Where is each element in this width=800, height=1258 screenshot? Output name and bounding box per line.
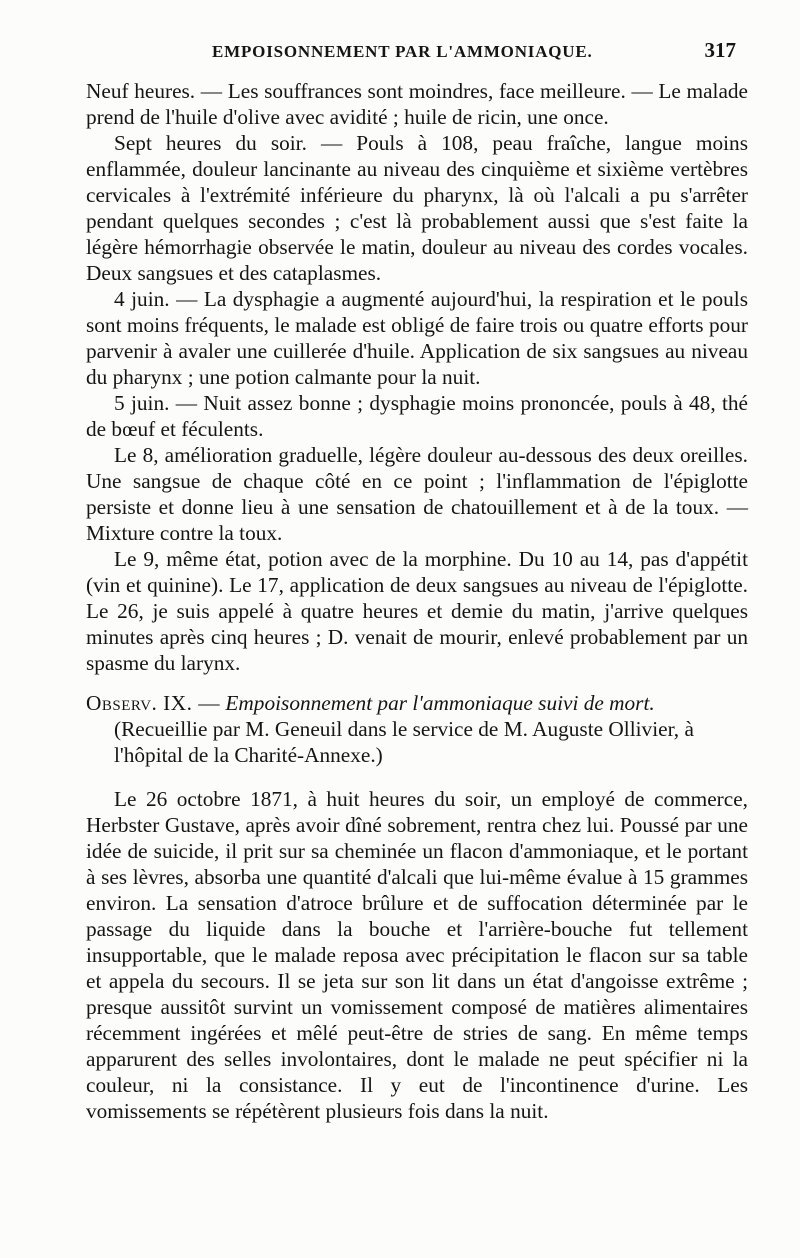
paragraph-5: Le 8, amélioration graduelle, légère douleur au-dessous des deux oreilles. Une sangsue de chaque côté en ce point ; l'inflammation de l'épiglotte persiste et donne lieu à une sensation de chatouillement et à de la toux. — Mixture contre la toux. [86, 443, 748, 545]
observation-heading [86, 690, 748, 716]
paragraph-observation-text: Le 26 octobre 1871, à huit heures du soir, un employé de commerce, Herbster Gustave, après avoir dîné sobrement, rentra chez lui. Poussé par une idée de suicide, il prit sur sa cheminée un flacon d'ammoniaque, et le portant à ses lèvres, absorba une quantité d'alcali que lui-même évalue à 15 grammes environ. La sensation d'atroce brûlure et de suffocation déterminée par le passage du liquide dans la bouche et l'arrière-bouche fut tellement insupportable, que le malade reposa avec précipitation le flacon sur sa table et appela du secours. Il se jeta sur son lit dans un état d'angoisse extrême ; presque aussitôt survint un vomissement composé de matières alimentaires récemment ingérées et mêlé peut-être de stries de sang. En même temps apparurent des selles involontaires, dont le malade ne peut spécifier ni la couleur, ni la consistance. Il y eut de l'incontinence d'urine. Les vomissements se répétèrent plusieurs fois dans la nuit. [86, 787, 748, 1123]
section-spacer [86, 768, 748, 786]
page-number: 317 [704, 38, 736, 62]
observation-block [86, 690, 748, 768]
observation-label: Observ. IX. — [86, 691, 221, 715]
paragraph-1: Neuf heures. — Les souffrances sont moindres, face meilleure. — Le malade prend de l'huile d'olive avec avidité ; huile de ricin, une once. [86, 79, 748, 129]
paragraph-3: 4 juin. — La dysphagie a augmenté aujourd'hui, la respiration et le pouls sont moins fréquents, le malade est obligé de faire trois ou quatre efforts pour parvenir à avaler une cuillerée d'huile. Application de six sangsues au niveau du pharynx ; une potion calmante pour la nuit. [86, 287, 748, 389]
paragraph-4: 5 juin. — Nuit assez bonne ; dysphagie moins prononcée, pouls à 48, thé de bœuf et féculents. [86, 391, 748, 441]
page-body [86, 78, 748, 1124]
running-title: EMPOISONNEMENT PAR L'AMMONIAQUE. [212, 42, 593, 61]
paragraph-6: Le 9, même état, potion avec de la morphine. Du 10 au 14, pas d'appétit (vin et quinine). Le 17, application de deux sangsues au niveau de l'épiglotte. Le 26, je suis appelé à quatre heures et demie du matin, j'arrive quelques minutes après cinq heures ; D. venait de mourir, enlevé probablement par un spasme du larynx. [86, 547, 748, 675]
page-header [0, 38, 800, 72]
paragraph-2: Sept heures du soir. — Pouls à 108, peau fraîche, langue moins enflammée, douleur lancinante au niveau des cinquième et sixième vertèbres cervicales à l'extrémité inférieure du pharynx, là où l'alcali a pu s'arrêter pendant quelques secondes ; c'est là probablement aussi que s'est faite la légère hémorrhagie observée le matin, douleur au niveau des cordes vocales. Deux sangsues et des cataplasmes. [86, 131, 748, 285]
observation-title: Empoisonnement par l'ammoniaque suivi de mort. [225, 691, 655, 715]
observation-source: (Recueillie par M. Geneuil dans le service de M. Auguste Ollivier, à l'hôpital de la Charité-Annexe.) [114, 717, 694, 767]
